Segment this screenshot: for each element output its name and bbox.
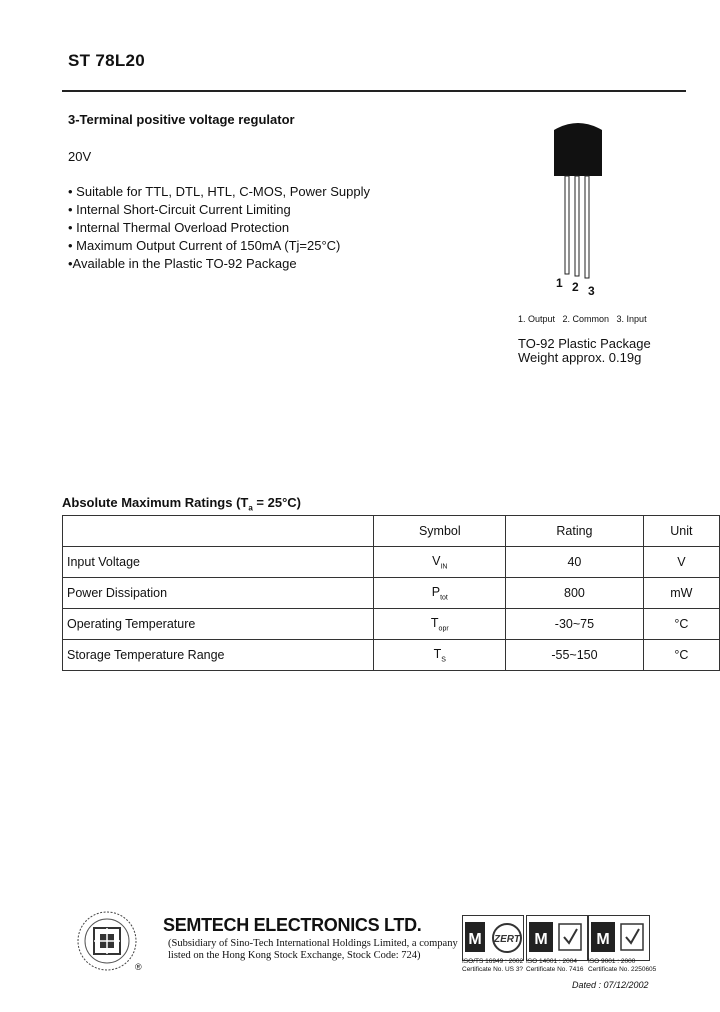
dated-stamp: Dated : 07/12/2002 <box>572 980 649 990</box>
package-name: TO-92 Plastic Package <box>518 336 651 351</box>
symbol-letter: V <box>432 553 441 568</box>
svg-text:ZERT: ZERT <box>494 934 520 945</box>
subsidiary-note <box>168 938 458 962</box>
rating-cell: 40 <box>506 547 644 578</box>
table-row <box>63 547 720 578</box>
unit-cell: V <box>643 547 719 578</box>
symbol-letter: P <box>431 584 441 599</box>
ratings-title-suffix: = 25°C) <box>252 495 302 510</box>
symbol-cell <box>374 609 506 640</box>
registered-mark: ® <box>135 962 142 972</box>
unit-cell: mW <box>643 578 719 609</box>
to92-package-drawing <box>548 118 608 298</box>
feature-item: • Internal Short-Circuit Current Limiting <box>68 202 291 217</box>
header-rating: Rating <box>506 516 644 547</box>
semtech-logo-icon <box>76 910 138 972</box>
cert-number: Certificate No. 2250605 <box>588 966 657 973</box>
package-weight: Weight approx. 0.19g <box>518 350 642 365</box>
feature-item: • Suitable for TTL, DTL, HTL, C-MOS, Power Supply <box>68 184 370 199</box>
lead-2 <box>575 176 579 276</box>
company-name: SEMTECH ELECTRONICS LTD. <box>163 915 422 935</box>
rating-cell: -55~150 <box>506 640 644 671</box>
pin-number-2: 2 <box>572 280 579 294</box>
symbol-letter: T <box>430 615 439 630</box>
rating-cell: -30~75 <box>506 609 644 640</box>
symbol-subscript: tot <box>440 594 448 602</box>
pinout-legend: 1. Output 2. Common 3. Input <box>518 314 647 324</box>
symbol-subscript: S <box>441 656 446 664</box>
subsidiary-line-1: (Subsidiary of Sino-Tech International Holdings Limited, a company <box>168 938 458 949</box>
symbol-letter: T <box>433 646 442 661</box>
ratings-title-sub: a <box>248 503 253 513</box>
certification-badge-icon <box>462 915 524 961</box>
pin-number-3: 3 <box>588 284 595 298</box>
header-unit: Unit <box>643 516 719 547</box>
svg-text:M: M <box>468 931 482 948</box>
unit-cell: °C <box>643 640 719 671</box>
symbol-cell <box>374 640 506 671</box>
table-row <box>63 640 720 671</box>
certification-badge-icon <box>526 915 588 961</box>
symbol-cell <box>374 547 506 578</box>
header-parameter <box>63 516 374 547</box>
cert-caption: ISO 14001 : 2004 <box>526 958 577 965</box>
feature-item: • Internal Thermal Overload Protection <box>68 220 290 235</box>
lead-3 <box>585 176 589 278</box>
symbol-subscript: IN <box>440 563 448 571</box>
subsidiary-line-2: listed on the Hong Kong Stock Exchange, Stock Code: 724) <box>168 950 421 961</box>
table-row <box>63 578 720 609</box>
rating-cell: 800 <box>506 578 644 609</box>
param-cell: Storage Temperature Range <box>63 640 374 671</box>
svg-text:M: M <box>534 931 548 948</box>
cert-caption: ISO/TS 16949 : 2002 <box>462 958 524 965</box>
svg-text:M: M <box>596 931 610 948</box>
symbol-cell <box>374 578 506 609</box>
param-cell: Operating Temperature <box>63 609 374 640</box>
feature-item: • Maximum Output Current of 150mA (Tj=25°C) <box>68 238 341 253</box>
param-cell: Input Voltage <box>63 547 374 578</box>
absolute-maximum-ratings-table <box>62 515 720 671</box>
package-body <box>554 123 602 176</box>
cert-caption: ISO 9001 : 2000 <box>588 958 636 965</box>
part-number-title: ST 78L20 <box>68 51 146 70</box>
table-header-row <box>63 516 720 547</box>
unit-cell: °C <box>643 609 719 640</box>
feature-item: •Available in the Plastic TO-92 Package <box>68 256 297 271</box>
feature-list <box>68 183 370 273</box>
device-subtitle: 3-Terminal positive voltage regulator <box>68 112 295 127</box>
cert-number: Certificate No. 7416 <box>526 966 584 973</box>
ratings-title-prefix: Absolute Maximum Ratings (T <box>62 495 249 510</box>
ratings-title <box>62 495 301 513</box>
title-rule <box>62 90 686 92</box>
certification-badge-icon <box>588 915 650 961</box>
cert-number: Certificate No. US 3? <box>462 966 524 973</box>
param-cell: Power Dissipation <box>63 578 374 609</box>
symbol-subscript: opr <box>438 625 449 633</box>
header-symbol: Symbol <box>374 516 506 547</box>
table-row <box>63 609 720 640</box>
lead-1 <box>565 176 569 274</box>
pin-number-1: 1 <box>556 276 563 290</box>
output-voltage: 20V <box>68 149 92 164</box>
